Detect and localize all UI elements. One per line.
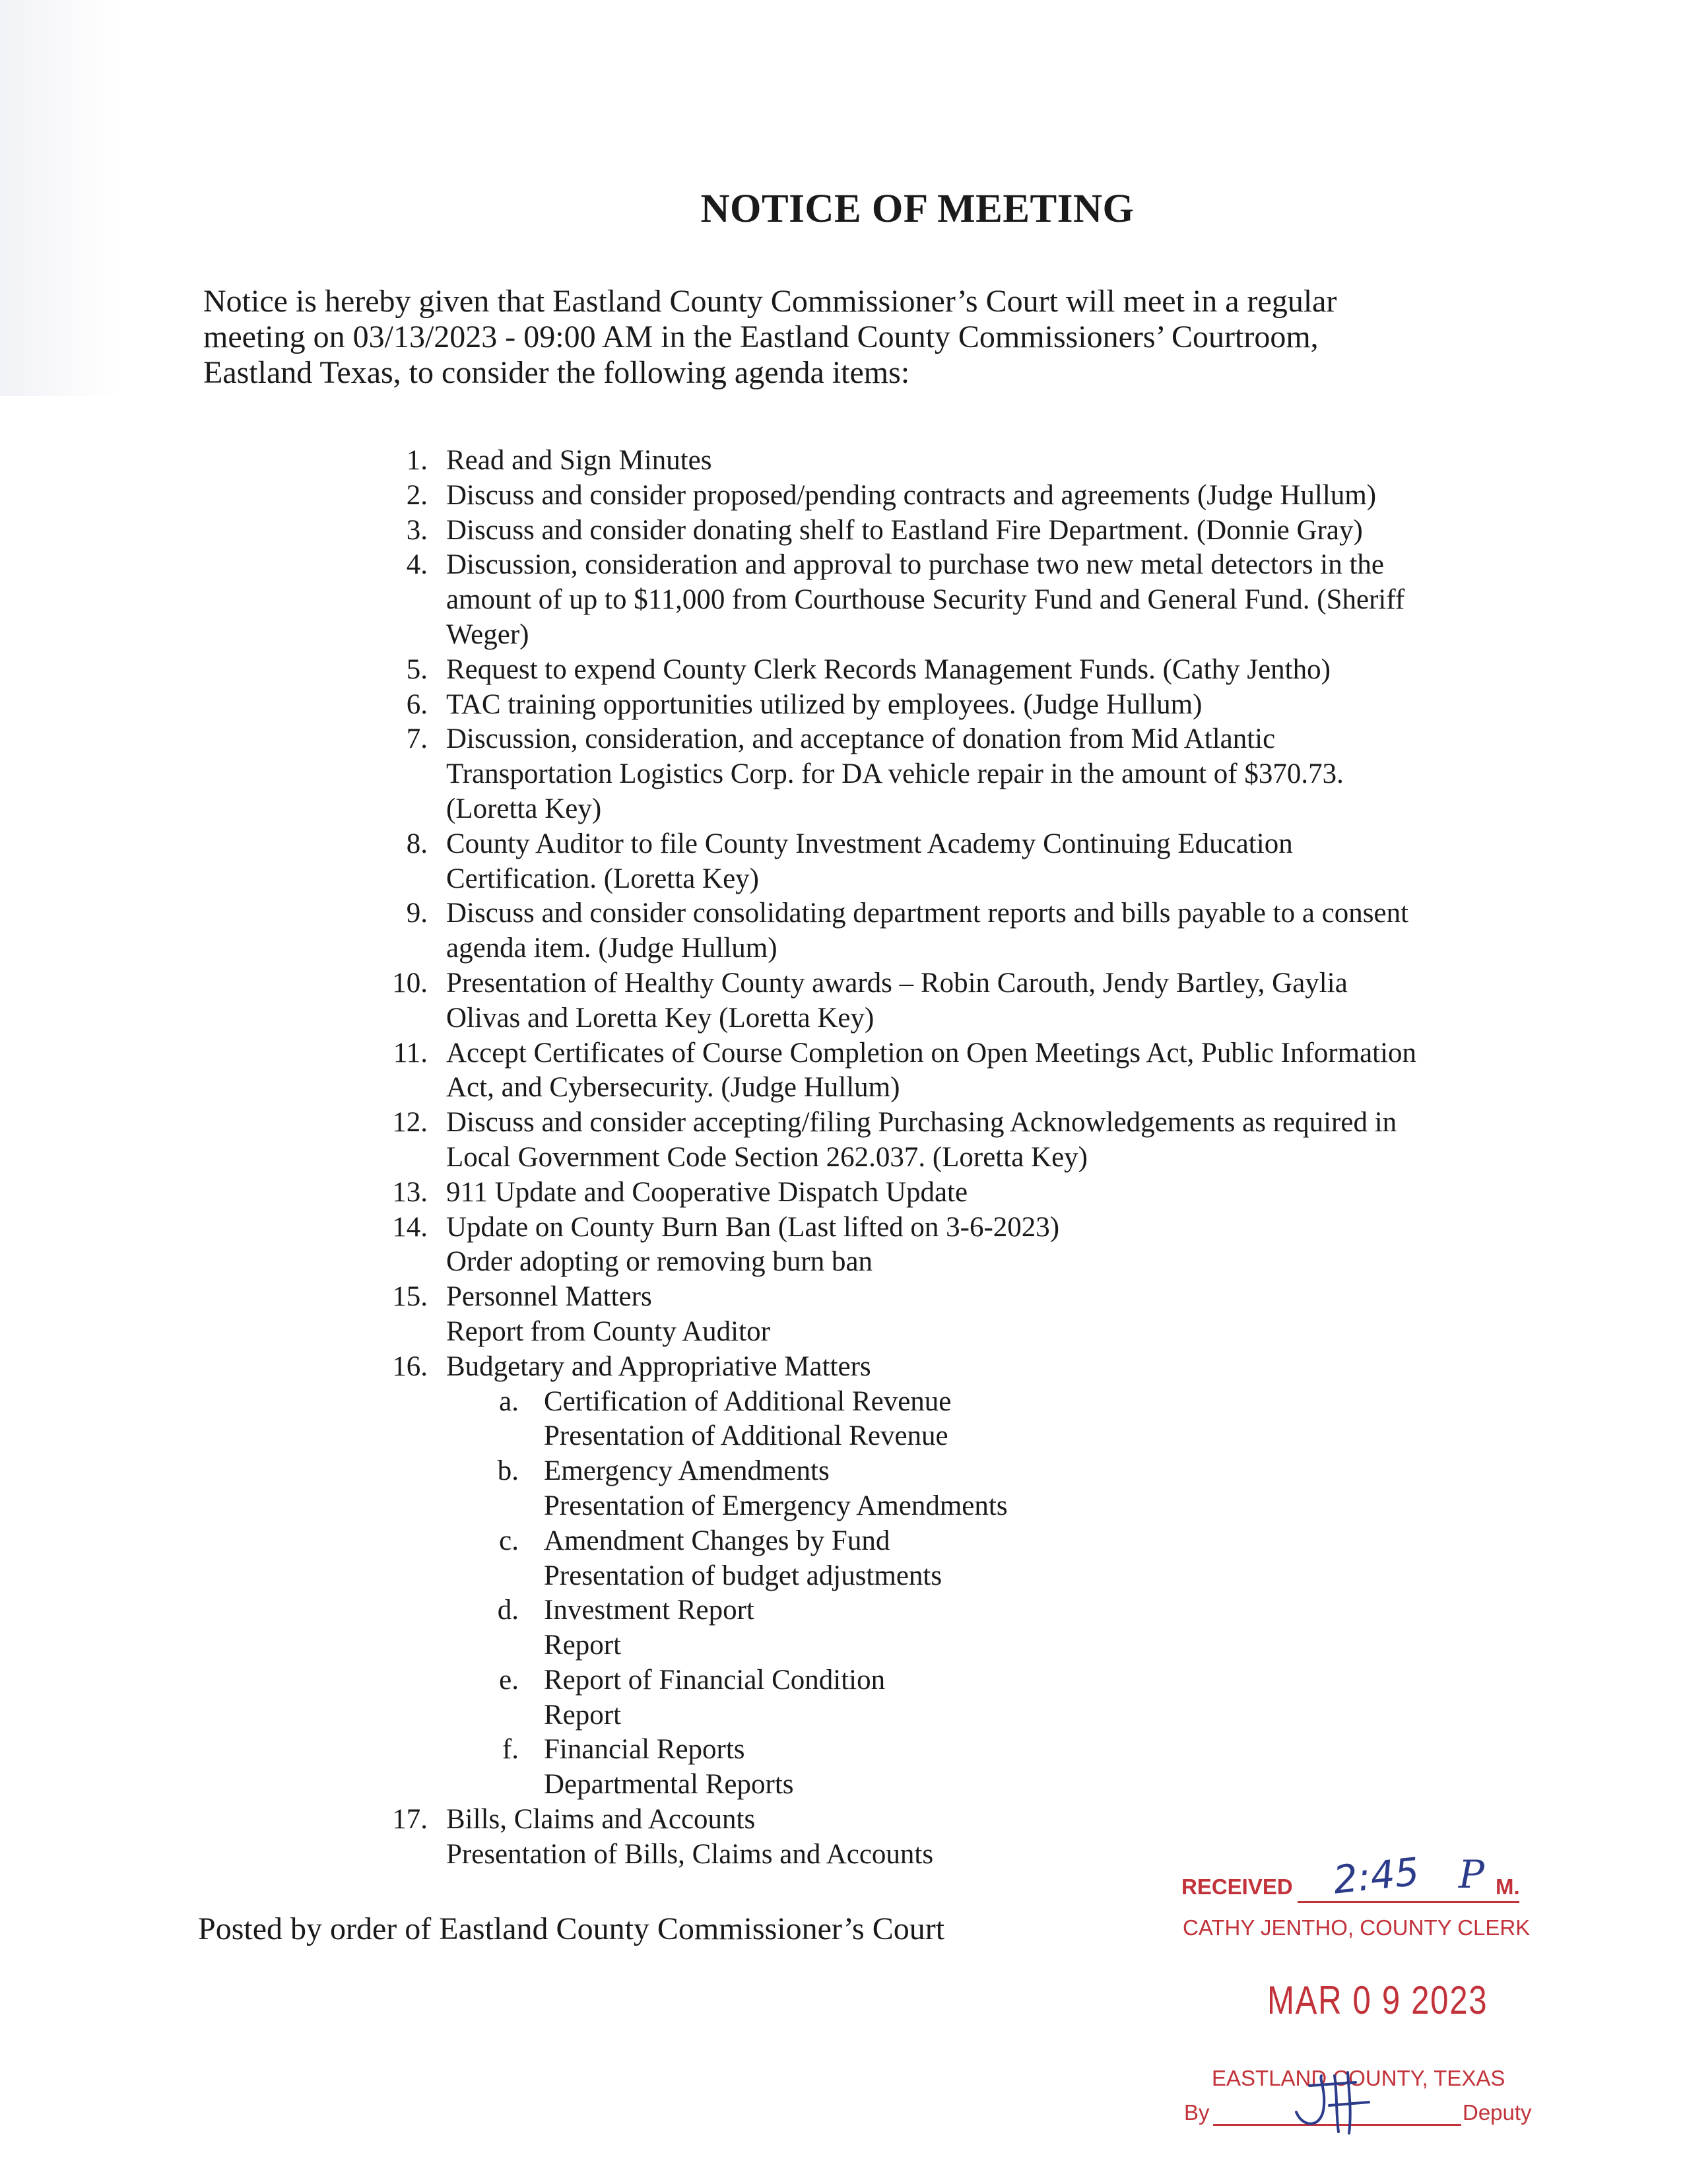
budget-subitem-letter: c. — [499, 1525, 519, 1556]
agenda-item-text: 911 Update and Cooperative Dispatch Update — [446, 1176, 968, 1208]
agenda-list — [0, 444, 1683, 1872]
agenda-item-number: 11. — [393, 1037, 428, 1069]
budget-subitem-letter: e. — [499, 1664, 519, 1696]
agenda-item-text: Discuss and consider accepting/filing Purchasing Acknowledgements as required in — [446, 1107, 1397, 1139]
agenda-item-text: Olivas and Loretta Key (Loretta Key) — [446, 1002, 874, 1034]
intro-line: meeting on 03/13/2023 - 09:00 AM in the Eastland County Commissioners’ Courtroom, — [203, 319, 1319, 354]
agenda-item-text: Local Government Code Section 262.037. (Loretta Key) — [446, 1141, 1088, 1173]
agenda-item — [0, 513, 1683, 548]
agenda-item-number: 16. — [392, 1350, 428, 1382]
deputy-signature-icon — [1283, 2066, 1389, 2138]
budget-subitem-text: Certification of Additional Revenue — [544, 1385, 952, 1417]
agenda-item-number: 1. — [406, 445, 428, 476]
intro-paragraph — [203, 284, 1457, 391]
posted-by-line: Posted by order of Eastland County Commissioner’s Court — [198, 1911, 945, 1946]
agenda-item-text: Transportation Logistics Corp. for DA vehicle repair in the amount of $370.73. — [446, 758, 1344, 790]
budget-subitem-letter: d. — [497, 1595, 519, 1626]
agenda-item — [0, 688, 1683, 723]
agenda-item-number: 14. — [392, 1211, 428, 1243]
agenda-item-text: Discussion, consideration, and acceptance of donation from Mid Atlantic — [446, 723, 1276, 755]
budget-subitem — [0, 1385, 1683, 1455]
agenda-item-text: (Loretta Key) — [446, 793, 602, 824]
agenda-item — [0, 1175, 1683, 1210]
agenda-item-text: Certification. (Loretta Key) — [446, 863, 759, 894]
budget-subitem-letter: a. — [499, 1385, 519, 1417]
intro-line: Notice is hereby given that Eastland County Commissioner’s Court will meet in a regular — [203, 284, 1337, 319]
budget-subitem-letter: f. — [502, 1734, 519, 1766]
agenda-item-number: 7. — [406, 723, 428, 755]
handwritten-time: 2:45 — [1331, 1849, 1422, 1903]
budget-subitem — [0, 1663, 1683, 1733]
budget-subitem — [0, 1454, 1683, 1524]
deputy-label: Deputy — [1463, 2100, 1532, 2125]
budget-subitem-text: Financial Reports — [544, 1734, 745, 1766]
received-row — [1181, 1849, 1551, 1907]
agenda-item-number: 5. — [406, 653, 428, 685]
agenda-item-text: Presentation of Bills, Claims and Accounts — [446, 1838, 934, 1870]
agenda-item-text: Personnel Matters — [446, 1281, 652, 1313]
agenda-item-text: Discussion, consideration and approval to purchase two new metal detectors in the — [446, 549, 1384, 581]
agenda-item — [0, 653, 1683, 688]
agenda-item-number: 3. — [406, 514, 428, 546]
agenda-item — [0, 1036, 1683, 1106]
agenda-item-text: Act, and Cybersecurity. (Judge Hullum) — [446, 1072, 900, 1104]
budget-subitem-text: Report of Financial Condition — [544, 1664, 886, 1696]
agenda-item-text: amount of up to $11,000 from Courthouse Security Fund and General Fund. (Sheriff — [446, 584, 1405, 616]
agenda-item-text: Discuss and consider consolidating department reports and bills payable to a consent — [446, 898, 1409, 929]
agenda-item-text: County Auditor to file County Investment Academy Continuing Education — [446, 828, 1293, 859]
agenda-item — [0, 1280, 1683, 1350]
budget-subitem-text: Presentation of budget adjustments — [544, 1560, 942, 1591]
budget-subitem — [0, 1733, 1683, 1803]
budget-subitem-text: Departmental Reports — [544, 1769, 794, 1801]
agenda-item-number: 6. — [406, 688, 428, 720]
agenda-item — [0, 896, 1683, 966]
agenda-item — [0, 1210, 1683, 1280]
document-title: NOTICE OF MEETING — [700, 187, 1135, 231]
agenda-item-text: Bills, Claims and Accounts — [446, 1804, 756, 1836]
agenda-item-number: 17. — [392, 1804, 428, 1836]
budget-subitem-text: Report — [544, 1699, 622, 1731]
received-label: RECEIVED — [1181, 1874, 1293, 1899]
budget-subitem-text: Amendment Changes by Fund — [544, 1525, 890, 1556]
agenda-item-number: 10. — [392, 967, 428, 999]
agenda-item-text: Read and Sign Minutes — [446, 445, 712, 476]
stamp-county: EASTLAND COUNTY, TEXAS — [1212, 2066, 1505, 2090]
agenda-item-number: 15. — [392, 1281, 428, 1313]
deputy-row — [1184, 2100, 1540, 2133]
agenda-item — [0, 1106, 1683, 1175]
agenda-item-text: TAC training opportunities utilized by employees. (Judge Hullum) — [446, 688, 1203, 720]
agenda-item-number: 4. — [406, 549, 428, 581]
agenda-item-text: Order adopting or removing burn ban — [446, 1246, 873, 1278]
agenda-item-number: 12. — [392, 1107, 428, 1139]
stamp-date: MAR 0 9 2023 — [1267, 1978, 1488, 2022]
budget-subitem — [0, 1593, 1683, 1663]
budget-subitem-text: Investment Report — [544, 1595, 754, 1626]
agenda-item-text: Presentation of Healthy County awards – Robin Carouth, Jendy Bartley, Gaylia — [446, 967, 1348, 999]
agenda-item-number: 8. — [406, 828, 428, 859]
county-clerk-name: CATHY JENTHO, COUNTY CLERK — [1183, 1915, 1531, 1940]
agenda-item-text: Budgetary and Appropriative Matters — [446, 1350, 871, 1382]
agenda-item — [0, 444, 1683, 479]
received-m-suffix: M. — [1496, 1874, 1520, 1899]
budget-subitem-text: Presentation of Emergency Amendments — [544, 1490, 1008, 1521]
agenda-item-text: Report from County Auditor — [446, 1315, 770, 1347]
agenda-item-text: agenda item. (Judge Hullum) — [446, 933, 777, 964]
agenda-item-text: Update on County Burn Ban (Last lifted on 3-6-2023) — [446, 1211, 1060, 1243]
budget-subitem-text: Emergency Amendments — [544, 1455, 830, 1487]
agenda-item-text: Request to expend County Clerk Records Management Funds. (Cathy Jentho) — [446, 653, 1331, 685]
agenda-item — [0, 722, 1683, 826]
agenda-item-text: Discuss and consider proposed/pending contracts and agreements (Judge Hullum) — [446, 479, 1377, 511]
budget-subitem-text: Report — [544, 1630, 622, 1661]
agenda-item-number: 13. — [392, 1176, 428, 1208]
agenda-item — [0, 966, 1683, 1036]
agenda-item-number: 9. — [406, 898, 428, 929]
agenda-item-text: Weger) — [446, 618, 529, 650]
agenda-item-number: 2. — [406, 479, 428, 511]
agenda-item-text: Discuss and consider donating shelf to Eastland Fire Department. (Donnie Gray) — [446, 514, 1363, 546]
intro-line: Eastland Texas, to consider the following agenda items: — [203, 355, 910, 390]
received-underline — [1298, 1901, 1519, 1903]
budget-subitem-letter: b. — [497, 1455, 519, 1487]
budget-subitem — [0, 1524, 1683, 1594]
agenda-item — [0, 1350, 1683, 1385]
budget-subitem-text: Presentation of Additional Revenue — [544, 1420, 948, 1452]
by-label: By — [1184, 2100, 1210, 2125]
received-stamp — [1175, 1849, 1544, 2125]
handwritten-p: P — [1459, 1852, 1485, 1897]
agenda-item-text: Accept Certificates of Course Completion on Open Meetings Act, Public Information — [446, 1037, 1417, 1069]
agenda-item — [0, 548, 1683, 652]
agenda-item — [0, 827, 1683, 897]
agenda-item — [0, 479, 1683, 513]
